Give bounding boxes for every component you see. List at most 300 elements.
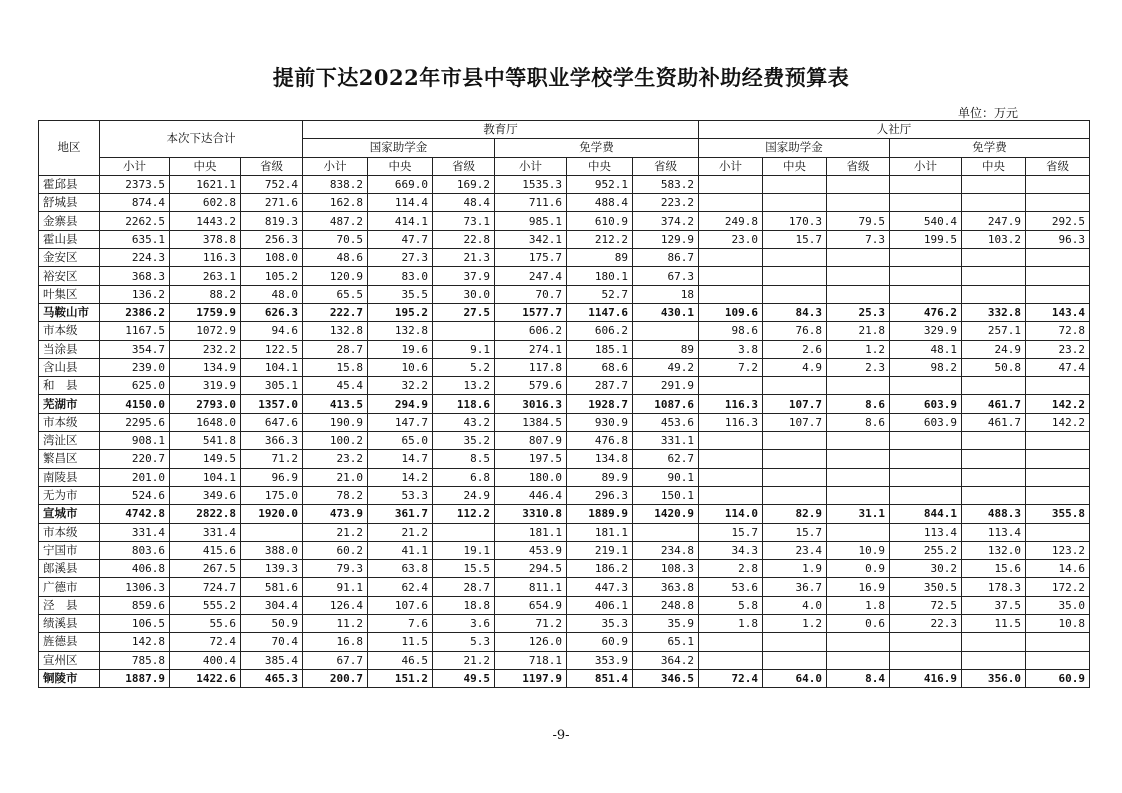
value-cell: 603.9 bbox=[890, 395, 962, 413]
value-cell: 86.7 bbox=[633, 249, 699, 267]
value-cell: 220.7 bbox=[100, 450, 170, 468]
value-cell: 136.2 bbox=[100, 285, 170, 303]
region-name-cell: 郎溪县 bbox=[39, 560, 100, 578]
value-cell: 18 bbox=[633, 285, 699, 303]
value-cell: 143.4 bbox=[1026, 303, 1090, 321]
value-cell: 581.6 bbox=[241, 578, 303, 596]
value-cell bbox=[699, 450, 763, 468]
table-row bbox=[39, 578, 1090, 596]
value-cell: 304.4 bbox=[241, 596, 303, 614]
value-cell: 785.8 bbox=[100, 651, 170, 669]
value-cell: 83.0 bbox=[368, 267, 433, 285]
table-row bbox=[39, 249, 1090, 267]
value-cell: 185.1 bbox=[567, 340, 633, 358]
value-cell: 24.9 bbox=[962, 340, 1026, 358]
value-cell: 363.8 bbox=[633, 578, 699, 596]
value-cell: 27.5 bbox=[433, 303, 495, 321]
table-row bbox=[39, 413, 1090, 431]
value-cell bbox=[763, 432, 827, 450]
value-cell: 21.3 bbox=[433, 249, 495, 267]
value-cell: 48.4 bbox=[433, 194, 495, 212]
value-cell: 14.7 bbox=[368, 450, 433, 468]
value-cell: 952.1 bbox=[567, 175, 633, 193]
region-name-cell: 裕安区 bbox=[39, 267, 100, 285]
value-cell bbox=[699, 194, 763, 212]
value-cell bbox=[962, 175, 1026, 193]
value-cell: 90.1 bbox=[633, 468, 699, 486]
value-cell: 219.1 bbox=[567, 541, 633, 559]
value-cell: 7.6 bbox=[368, 615, 433, 633]
value-cell: 72.8 bbox=[1026, 322, 1090, 340]
value-cell: 294.5 bbox=[495, 560, 567, 578]
value-cell bbox=[827, 267, 890, 285]
value-cell: 3310.8 bbox=[495, 505, 567, 523]
value-cell: 70.5 bbox=[303, 230, 368, 248]
header-provincial: 省级 bbox=[433, 157, 495, 175]
value-cell: 294.9 bbox=[368, 395, 433, 413]
value-cell: 1197.9 bbox=[495, 669, 567, 687]
value-cell: 70.4 bbox=[241, 633, 303, 651]
value-cell: 28.7 bbox=[433, 578, 495, 596]
value-cell bbox=[890, 267, 962, 285]
value-cell bbox=[699, 486, 763, 504]
region-name-cell: 铜陵市 bbox=[39, 669, 100, 687]
region-name-cell: 无为市 bbox=[39, 486, 100, 504]
value-cell: 331.4 bbox=[100, 523, 170, 541]
value-cell: 49.5 bbox=[433, 669, 495, 687]
value-cell: 222.7 bbox=[303, 303, 368, 321]
value-cell: 52.7 bbox=[567, 285, 633, 303]
value-cell: 415.6 bbox=[170, 541, 241, 559]
value-cell: 6.8 bbox=[433, 468, 495, 486]
value-cell: 23.4 bbox=[763, 541, 827, 559]
value-cell: 3016.3 bbox=[495, 395, 567, 413]
value-cell: 114.0 bbox=[699, 505, 763, 523]
value-cell: 21.0 bbox=[303, 468, 368, 486]
value-cell: 48.6 bbox=[303, 249, 368, 267]
value-cell: 172.2 bbox=[1026, 578, 1090, 596]
value-cell: 24.9 bbox=[433, 486, 495, 504]
value-cell bbox=[763, 285, 827, 303]
value-cell bbox=[699, 432, 763, 450]
value-cell: 349.6 bbox=[170, 486, 241, 504]
header-edu-grant: 国家助学金 bbox=[303, 139, 495, 157]
value-cell: 47.4 bbox=[1026, 358, 1090, 376]
value-cell: 35.9 bbox=[633, 615, 699, 633]
value-cell bbox=[699, 175, 763, 193]
value-cell: 461.7 bbox=[962, 413, 1026, 431]
table-row bbox=[39, 468, 1090, 486]
value-cell: 1621.1 bbox=[170, 175, 241, 193]
value-cell: 718.1 bbox=[495, 651, 567, 669]
value-cell: 36.7 bbox=[763, 578, 827, 596]
value-cell: 579.6 bbox=[495, 377, 567, 395]
value-cell: 10.9 bbox=[827, 541, 890, 559]
value-cell: 53.3 bbox=[368, 486, 433, 504]
value-cell: 1072.9 bbox=[170, 322, 241, 340]
value-cell: 32.2 bbox=[368, 377, 433, 395]
header-subtotal: 小计 bbox=[495, 157, 567, 175]
region-name-cell: 当涂县 bbox=[39, 340, 100, 358]
value-cell: 14.6 bbox=[1026, 560, 1090, 578]
value-cell: 134.9 bbox=[170, 358, 241, 376]
value-cell: 142.8 bbox=[100, 633, 170, 651]
value-cell bbox=[699, 285, 763, 303]
table-row bbox=[39, 303, 1090, 321]
value-cell bbox=[890, 249, 962, 267]
value-cell: 62.7 bbox=[633, 450, 699, 468]
value-cell: 2373.5 bbox=[100, 175, 170, 193]
table-row bbox=[39, 450, 1090, 468]
value-cell: 91.1 bbox=[303, 578, 368, 596]
value-cell: 2.3 bbox=[827, 358, 890, 376]
value-cell: 107.7 bbox=[763, 395, 827, 413]
value-cell bbox=[890, 175, 962, 193]
value-cell: 256.3 bbox=[241, 230, 303, 248]
table-row bbox=[39, 633, 1090, 651]
region-name-cell: 市本级 bbox=[39, 413, 100, 431]
value-cell: 65.5 bbox=[303, 285, 368, 303]
value-cell: 353.9 bbox=[567, 651, 633, 669]
value-cell: 126.4 bbox=[303, 596, 368, 614]
value-cell bbox=[962, 432, 1026, 450]
value-cell: 94.6 bbox=[241, 322, 303, 340]
value-cell: 19.1 bbox=[433, 541, 495, 559]
value-cell bbox=[890, 486, 962, 504]
header-subtotal: 小计 bbox=[890, 157, 962, 175]
region-name-cell: 和 县 bbox=[39, 377, 100, 395]
value-cell: 23.0 bbox=[699, 230, 763, 248]
header-subcolumns bbox=[39, 157, 1090, 175]
value-cell: 170.3 bbox=[763, 212, 827, 230]
value-cell: 248.8 bbox=[633, 596, 699, 614]
value-cell: 267.5 bbox=[170, 560, 241, 578]
table-header bbox=[39, 121, 1090, 176]
value-cell: 11.5 bbox=[962, 615, 1026, 633]
value-cell: 2793.0 bbox=[170, 395, 241, 413]
value-cell: 150.1 bbox=[633, 486, 699, 504]
value-cell: 711.6 bbox=[495, 194, 567, 212]
region-name-cell: 霍邱县 bbox=[39, 175, 100, 193]
value-cell: 364.2 bbox=[633, 651, 699, 669]
value-cell: 114.4 bbox=[368, 194, 433, 212]
value-cell bbox=[633, 322, 699, 340]
value-cell bbox=[763, 486, 827, 504]
value-cell: 4.9 bbox=[763, 358, 827, 376]
value-cell: 476.2 bbox=[890, 303, 962, 321]
value-cell: 35.0 bbox=[1026, 596, 1090, 614]
value-cell: 287.7 bbox=[567, 377, 633, 395]
value-cell: 107.6 bbox=[368, 596, 433, 614]
value-cell: 96.3 bbox=[1026, 230, 1090, 248]
value-cell: 232.2 bbox=[170, 340, 241, 358]
value-cell: 21.2 bbox=[368, 523, 433, 541]
value-cell: 162.8 bbox=[303, 194, 368, 212]
region-name-cell: 芜湖市 bbox=[39, 395, 100, 413]
value-cell: 1357.0 bbox=[241, 395, 303, 413]
value-cell: 1422.6 bbox=[170, 669, 241, 687]
value-cell: 112.2 bbox=[433, 505, 495, 523]
value-cell bbox=[962, 285, 1026, 303]
value-cell: 541.8 bbox=[170, 432, 241, 450]
value-cell bbox=[763, 450, 827, 468]
value-cell: 1928.7 bbox=[567, 395, 633, 413]
value-cell: 540.4 bbox=[890, 212, 962, 230]
value-cell: 487.2 bbox=[303, 212, 368, 230]
value-cell: 21.2 bbox=[433, 651, 495, 669]
value-cell bbox=[827, 175, 890, 193]
value-cell: 5.3 bbox=[433, 633, 495, 651]
value-cell: 201.0 bbox=[100, 468, 170, 486]
value-cell: 23.2 bbox=[303, 450, 368, 468]
table-row bbox=[39, 541, 1090, 559]
value-cell: 23.2 bbox=[1026, 340, 1090, 358]
value-cell: 132.8 bbox=[368, 322, 433, 340]
value-cell: 414.1 bbox=[368, 212, 433, 230]
value-cell bbox=[1026, 175, 1090, 193]
value-cell: 123.2 bbox=[1026, 541, 1090, 559]
value-cell: 1.8 bbox=[827, 596, 890, 614]
value-cell: 606.2 bbox=[567, 322, 633, 340]
value-cell: 2.6 bbox=[763, 340, 827, 358]
value-cell: 65.1 bbox=[633, 633, 699, 651]
value-cell: 116.3 bbox=[170, 249, 241, 267]
table-row bbox=[39, 505, 1090, 523]
table-row bbox=[39, 322, 1090, 340]
value-cell: 28.7 bbox=[303, 340, 368, 358]
header-total: 本次下达合计 bbox=[100, 121, 303, 158]
value-cell bbox=[763, 194, 827, 212]
value-cell: 60.9 bbox=[1026, 669, 1090, 687]
value-cell bbox=[1026, 285, 1090, 303]
value-cell bbox=[1026, 651, 1090, 669]
value-cell: 1384.5 bbox=[495, 413, 567, 431]
value-cell: 35.5 bbox=[368, 285, 433, 303]
value-cell: 0.6 bbox=[827, 615, 890, 633]
value-cell: 4742.8 bbox=[100, 505, 170, 523]
value-cell: 15.7 bbox=[699, 523, 763, 541]
value-cell: 64.0 bbox=[763, 669, 827, 687]
value-cell bbox=[433, 523, 495, 541]
value-cell: 47.7 bbox=[368, 230, 433, 248]
value-cell: 329.9 bbox=[890, 322, 962, 340]
value-cell: 1648.0 bbox=[170, 413, 241, 431]
value-cell bbox=[827, 486, 890, 504]
value-cell: 1147.6 bbox=[567, 303, 633, 321]
value-cell bbox=[763, 633, 827, 651]
value-cell bbox=[890, 468, 962, 486]
value-cell: 49.2 bbox=[633, 358, 699, 376]
value-cell: 108.0 bbox=[241, 249, 303, 267]
value-cell bbox=[1026, 486, 1090, 504]
value-cell: 16.8 bbox=[303, 633, 368, 651]
header-central: 中央 bbox=[170, 157, 241, 175]
value-cell: 263.1 bbox=[170, 267, 241, 285]
value-cell: 319.9 bbox=[170, 377, 241, 395]
value-cell: 147.7 bbox=[368, 413, 433, 431]
value-cell bbox=[763, 377, 827, 395]
value-cell: 8.6 bbox=[827, 413, 890, 431]
region-name-cell: 繁昌区 bbox=[39, 450, 100, 468]
value-cell: 223.2 bbox=[633, 194, 699, 212]
value-cell: 117.8 bbox=[495, 358, 567, 376]
value-cell: 610.9 bbox=[567, 212, 633, 230]
value-cell: 851.4 bbox=[567, 669, 633, 687]
header-subtotal: 小计 bbox=[699, 157, 763, 175]
value-cell: 37.9 bbox=[433, 267, 495, 285]
value-cell: 752.4 bbox=[241, 175, 303, 193]
header-central: 中央 bbox=[567, 157, 633, 175]
value-cell: 7.3 bbox=[827, 230, 890, 248]
header-provincial: 省级 bbox=[633, 157, 699, 175]
value-cell: 524.6 bbox=[100, 486, 170, 504]
header-provincial: 省级 bbox=[1026, 157, 1090, 175]
value-cell: 292.5 bbox=[1026, 212, 1090, 230]
value-cell: 100.2 bbox=[303, 432, 368, 450]
value-cell: 53.6 bbox=[699, 578, 763, 596]
value-cell: 67.7 bbox=[303, 651, 368, 669]
value-cell: 107.7 bbox=[763, 413, 827, 431]
value-cell: 374.2 bbox=[633, 212, 699, 230]
value-cell: 149.5 bbox=[170, 450, 241, 468]
value-cell: 67.3 bbox=[633, 267, 699, 285]
value-cell: 654.9 bbox=[495, 596, 567, 614]
value-cell bbox=[890, 377, 962, 395]
value-cell: 89 bbox=[567, 249, 633, 267]
value-cell: 22.8 bbox=[433, 230, 495, 248]
value-cell: 79.3 bbox=[303, 560, 368, 578]
value-cell: 583.2 bbox=[633, 175, 699, 193]
value-cell bbox=[1026, 377, 1090, 395]
value-cell bbox=[827, 523, 890, 541]
value-cell: 350.5 bbox=[890, 578, 962, 596]
table-row bbox=[39, 340, 1090, 358]
table-row bbox=[39, 486, 1090, 504]
value-cell: 46.5 bbox=[368, 651, 433, 669]
region-name-cell: 湾沚区 bbox=[39, 432, 100, 450]
value-cell: 31.1 bbox=[827, 505, 890, 523]
value-cell bbox=[827, 432, 890, 450]
value-cell: 63.8 bbox=[368, 560, 433, 578]
region-name-cell: 绩溪县 bbox=[39, 615, 100, 633]
value-cell bbox=[962, 194, 1026, 212]
value-cell: 103.2 bbox=[962, 230, 1026, 248]
value-cell: 602.8 bbox=[170, 194, 241, 212]
region-name-cell: 市本级 bbox=[39, 523, 100, 541]
value-cell: 803.6 bbox=[100, 541, 170, 559]
value-cell: 2386.2 bbox=[100, 303, 170, 321]
value-cell: 453.9 bbox=[495, 541, 567, 559]
value-cell: 1889.9 bbox=[567, 505, 633, 523]
value-cell: 21.2 bbox=[303, 523, 368, 541]
value-cell: 151.2 bbox=[368, 669, 433, 687]
value-cell: 190.9 bbox=[303, 413, 368, 431]
value-cell: 22.3 bbox=[890, 615, 962, 633]
value-cell bbox=[962, 468, 1026, 486]
value-cell: 169.2 bbox=[433, 175, 495, 193]
value-cell: 118.6 bbox=[433, 395, 495, 413]
value-cell bbox=[962, 651, 1026, 669]
value-cell: 116.3 bbox=[699, 395, 763, 413]
budget-table bbox=[38, 120, 1090, 688]
value-cell: 488.4 bbox=[567, 194, 633, 212]
value-cell: 1.2 bbox=[827, 340, 890, 358]
value-cell: 838.2 bbox=[303, 175, 368, 193]
value-cell: 88.2 bbox=[170, 285, 241, 303]
table-row bbox=[39, 596, 1090, 614]
value-cell: 10.8 bbox=[1026, 615, 1090, 633]
table-row bbox=[39, 523, 1090, 541]
value-cell: 446.4 bbox=[495, 486, 567, 504]
value-cell: 70.7 bbox=[495, 285, 567, 303]
value-cell: 212.2 bbox=[567, 230, 633, 248]
table-row bbox=[39, 194, 1090, 212]
value-cell bbox=[890, 432, 962, 450]
value-cell: 1920.0 bbox=[241, 505, 303, 523]
value-cell: 78.2 bbox=[303, 486, 368, 504]
value-cell: 908.1 bbox=[100, 432, 170, 450]
value-cell: 72.4 bbox=[699, 669, 763, 687]
value-cell: 132.0 bbox=[962, 541, 1026, 559]
value-cell: 385.4 bbox=[241, 651, 303, 669]
value-cell: 930.9 bbox=[567, 413, 633, 431]
region-name-cell: 宣州区 bbox=[39, 651, 100, 669]
value-cell: 73.1 bbox=[433, 212, 495, 230]
value-cell: 291.9 bbox=[633, 377, 699, 395]
value-cell: 55.6 bbox=[170, 615, 241, 633]
value-cell: 15.5 bbox=[433, 560, 495, 578]
table-row bbox=[39, 377, 1090, 395]
header-provincial: 省级 bbox=[241, 157, 303, 175]
region-name-cell: 霍山县 bbox=[39, 230, 100, 248]
value-cell: 60.2 bbox=[303, 541, 368, 559]
value-cell: 79.5 bbox=[827, 212, 890, 230]
table-row bbox=[39, 651, 1090, 669]
value-cell: 1443.2 bbox=[170, 212, 241, 230]
value-cell: 255.2 bbox=[890, 541, 962, 559]
value-cell bbox=[763, 468, 827, 486]
value-cell: 296.3 bbox=[567, 486, 633, 504]
value-cell bbox=[827, 377, 890, 395]
value-cell bbox=[890, 285, 962, 303]
value-cell: 1759.9 bbox=[170, 303, 241, 321]
value-cell: 1087.6 bbox=[633, 395, 699, 413]
value-cell: 48.1 bbox=[890, 340, 962, 358]
header-region: 地区 bbox=[39, 121, 100, 176]
value-cell: 71.2 bbox=[241, 450, 303, 468]
value-cell bbox=[699, 267, 763, 285]
value-cell bbox=[1026, 194, 1090, 212]
value-cell: 134.8 bbox=[567, 450, 633, 468]
value-cell: 1577.7 bbox=[495, 303, 567, 321]
value-cell: 1.2 bbox=[763, 615, 827, 633]
value-cell: 874.4 bbox=[100, 194, 170, 212]
value-cell bbox=[699, 651, 763, 669]
value-cell: 122.5 bbox=[241, 340, 303, 358]
value-cell: 19.6 bbox=[368, 340, 433, 358]
value-cell: 14.2 bbox=[368, 468, 433, 486]
value-cell bbox=[962, 377, 1026, 395]
value-cell: 257.1 bbox=[962, 322, 1026, 340]
table-row bbox=[39, 230, 1090, 248]
region-name-cell: 金寨县 bbox=[39, 212, 100, 230]
value-cell: 60.9 bbox=[567, 633, 633, 651]
value-cell: 142.2 bbox=[1026, 395, 1090, 413]
value-cell: 368.3 bbox=[100, 267, 170, 285]
value-cell: 555.2 bbox=[170, 596, 241, 614]
region-name-cell: 含山县 bbox=[39, 358, 100, 376]
value-cell: 98.6 bbox=[699, 322, 763, 340]
